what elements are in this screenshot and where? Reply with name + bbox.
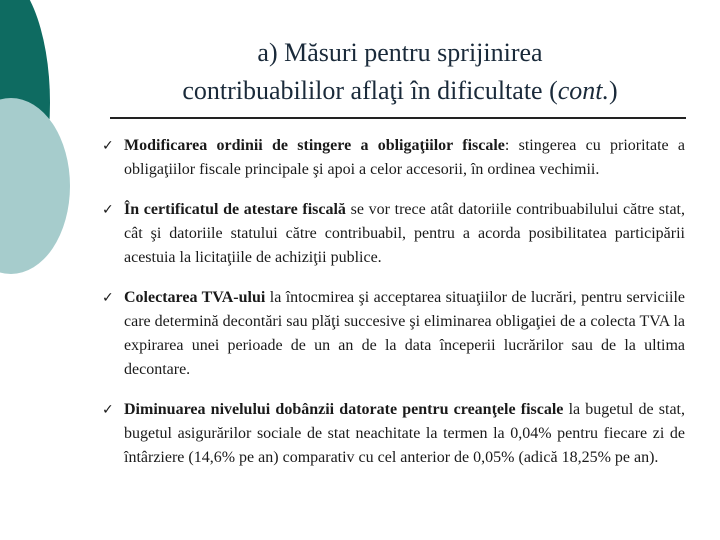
title-line-2-main: contribuabililor aflaţi în dificultate (	[182, 76, 558, 105]
decorative-light-ellipse	[0, 98, 70, 274]
title-line-2	[100, 72, 700, 110]
bullet-text: la întocmirea şi acceptarea situaţiilor de lucrări, pentru serviciile care determină decontări sau plăţi succesive şi eliminarea obligaţiei de a colecta TVA la expirarea unei perioade de un an de la data începerii lucrărilor sau de la ultima decontare.	[124, 289, 686, 378]
bullet-lead: În certificatul de atestare fiscală	[124, 201, 346, 218]
bullet-text: la bugetul de stat, bugetul asigurărilor sociale de stat neachitate la termen la 0,04% pentru fiecare zi de întârziere (14,6% pe an) comparativ cu cel anterior de 0,05% (adică 18,25% pe an).	[124, 401, 685, 466]
title-divider	[110, 117, 686, 119]
bullet-text: se vor trece atât datoriile contribuabilului către stat, cât şi datoriile statului către contribuabil, pentru a acorda posibilitatea participării acestuia la licitaţiile de achiziţii publice.	[124, 201, 685, 266]
bullet-item-1	[100, 134, 685, 182]
checkmark-icon: ✓	[102, 290, 114, 306]
bullet-lead: Diminuarea nivelului dobânzii datorate pentru creanţele fiscale	[124, 401, 564, 418]
bullet-lead: Colectarea TVA-ului	[124, 289, 266, 306]
bullet-text: : stingerea cu prioritate a obligaţiilor fiscale principale şi apoi a celor accesorii, în ordinea vechimii.	[124, 137, 685, 178]
checkmark-icon: ✓	[102, 202, 114, 218]
title-line-1: a) Măsuri pentru sprijinirea	[257, 38, 543, 67]
bullet-item-2	[100, 198, 685, 270]
bullet-list	[100, 134, 685, 486]
slide-title	[100, 34, 700, 110]
bullet-item-4	[100, 398, 685, 470]
bullet-lead: Modificarea ordinii de stingere a obligaţiilor fiscale	[124, 137, 505, 154]
title-line-2-end: )	[609, 76, 618, 105]
bullet-item-3	[100, 286, 685, 382]
checkmark-icon: ✓	[102, 402, 114, 418]
checkmark-icon: ✓	[102, 138, 114, 154]
title-line-2-italic: cont.	[557, 76, 610, 105]
